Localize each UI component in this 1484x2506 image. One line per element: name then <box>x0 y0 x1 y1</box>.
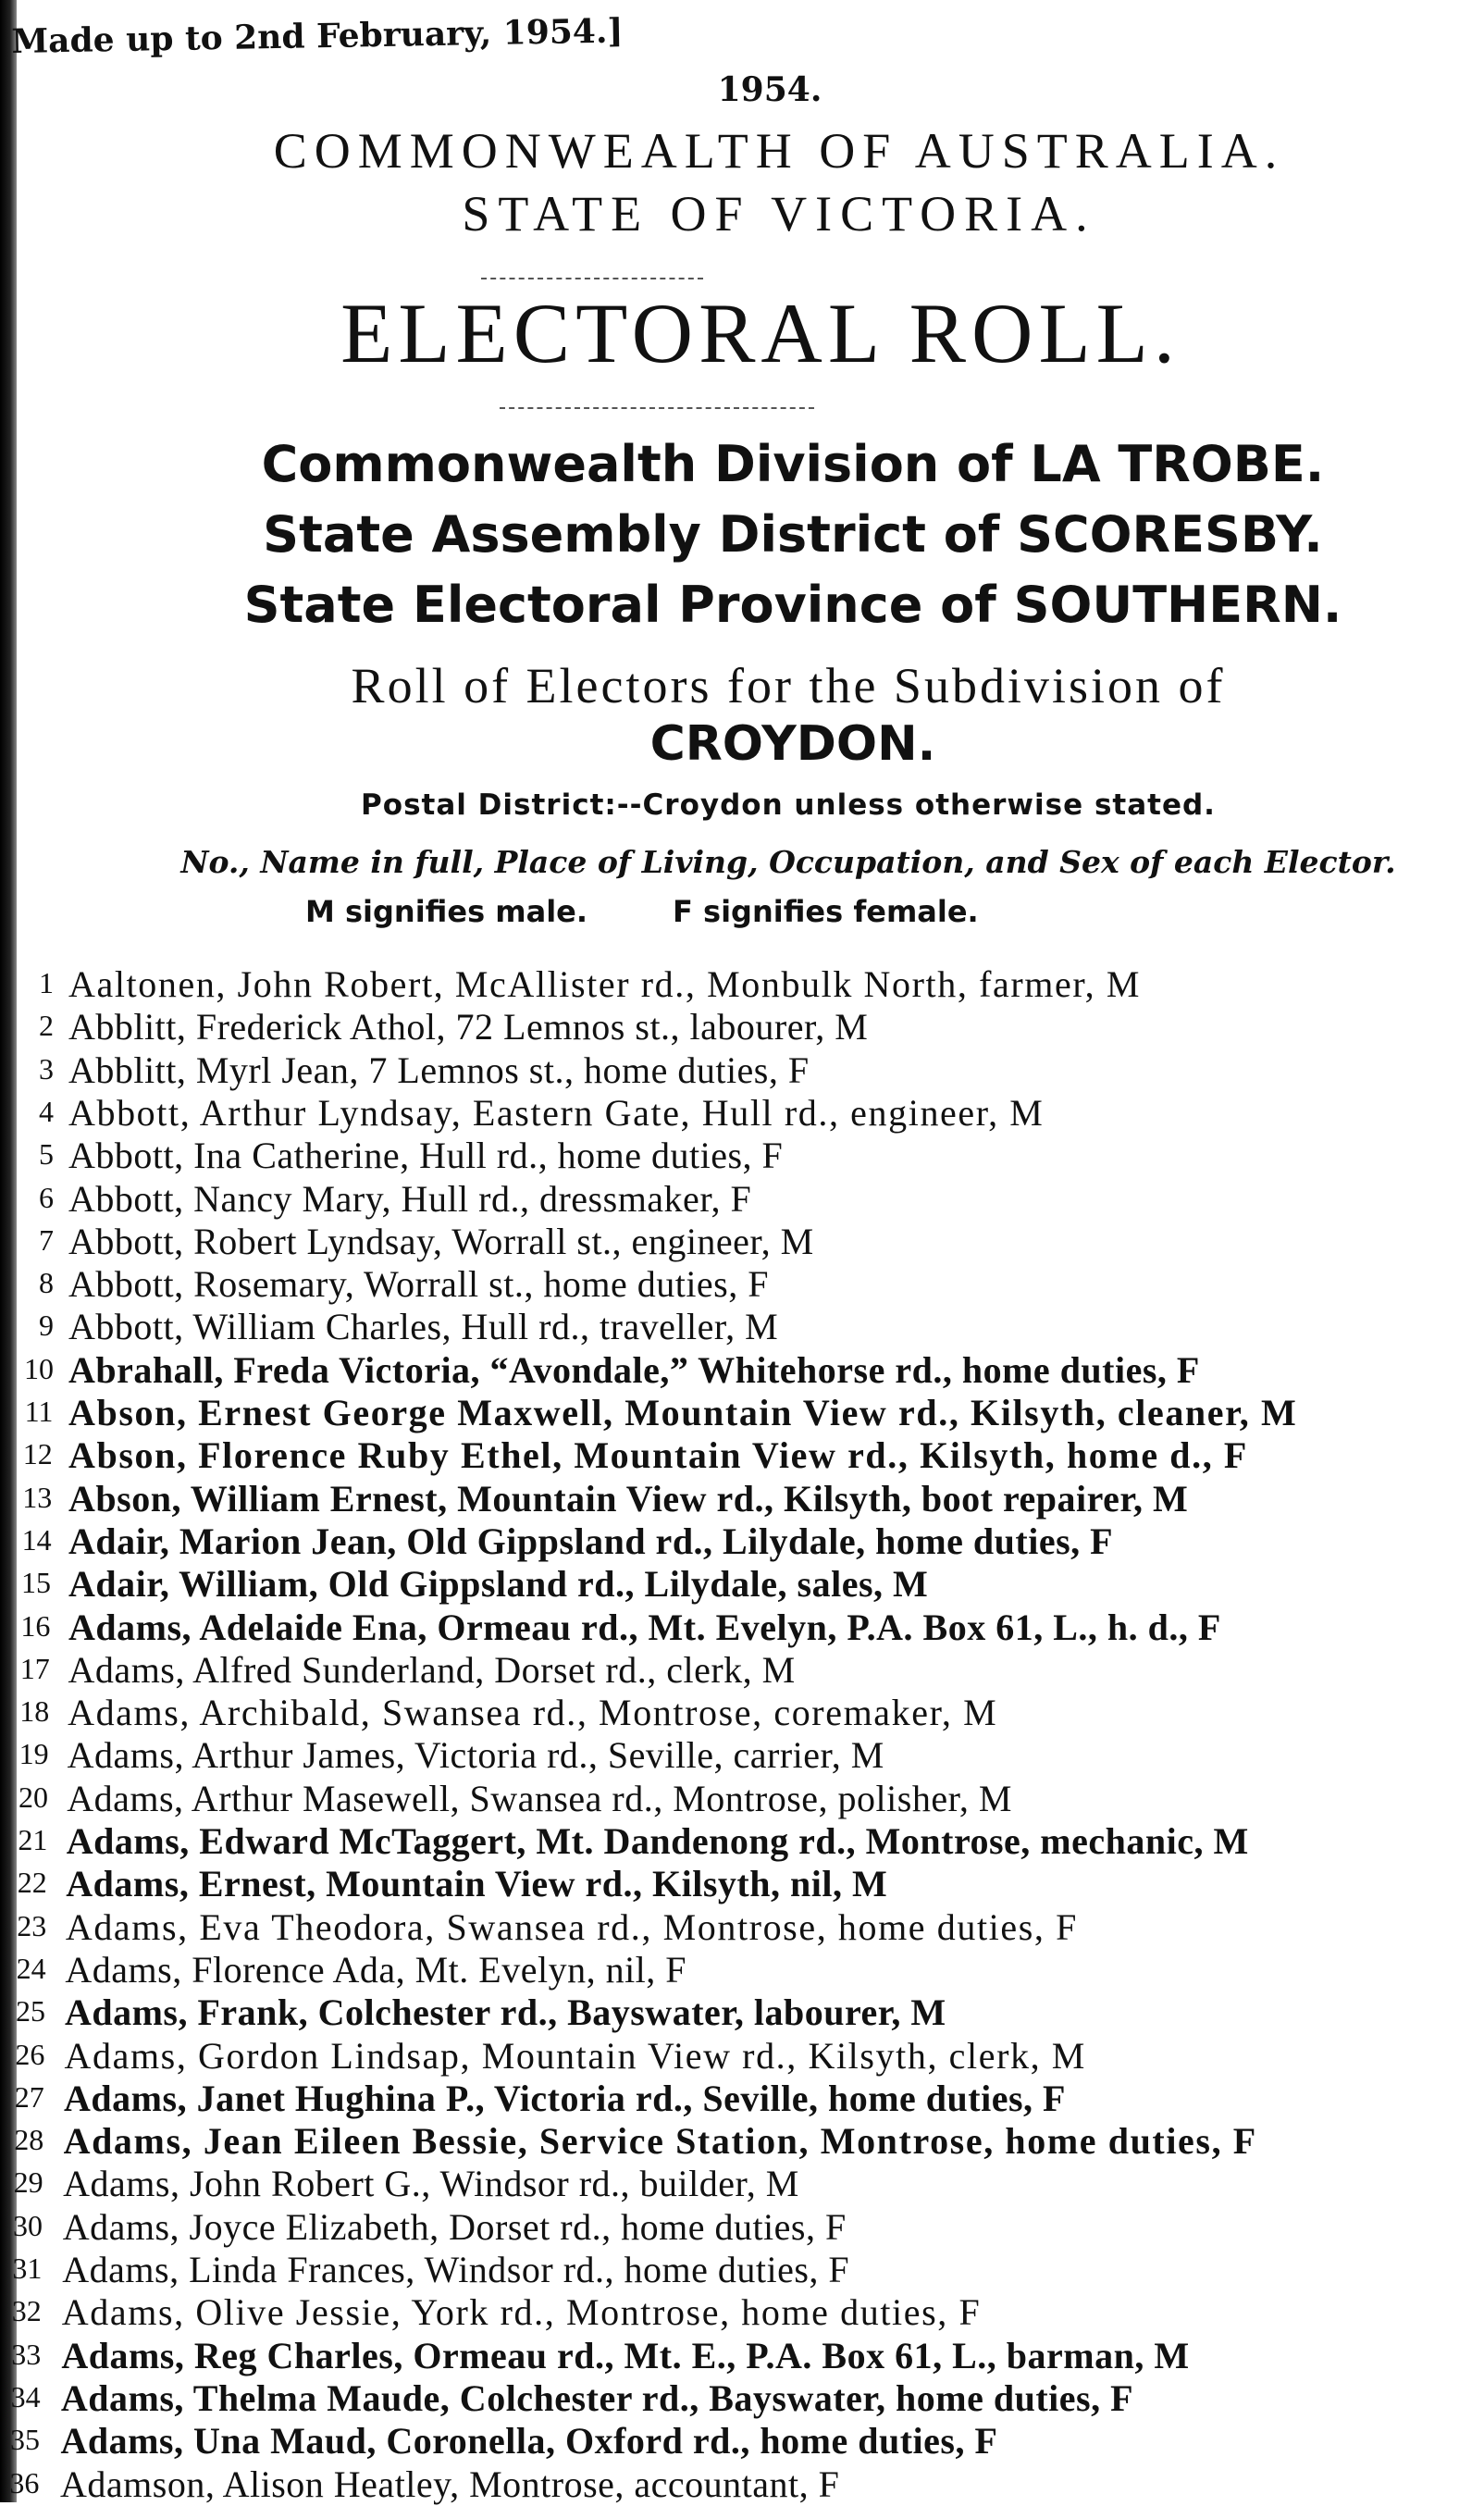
elector-row <box>0 1262 1484 1306</box>
elector-row <box>0 2162 1484 2205</box>
elector-entry: Adams, Joyce Elizabeth, Dorset rd., home duties, F <box>62 2205 847 2248</box>
elector-entry: Adams, Adelaide Ena, Ormeau rd., Mt. Evelyn, P.A. Box 61, L., h. d., F <box>68 1606 1221 1648</box>
elector-entry: Adams, Frank, Colchester rd., Bayswater, labourer, M <box>64 1991 946 2034</box>
female-key: F signifies female. <box>673 894 979 929</box>
elector-entry: Adams, Arthur James, Victoria rd., Seville, carrier, M <box>67 1734 884 1777</box>
elector-number: 27 <box>14 2079 44 2114</box>
elector-entry: Adams, Archibald, Swansea rd., Montrose, coremaker, M <box>68 1692 998 1734</box>
elector-number: 24 <box>16 1951 46 1985</box>
elector-number: 11 <box>24 1395 54 1428</box>
elector-entry: Adams, Olive Jessie, York rd., Montrose, home duties, F <box>61 2291 982 2334</box>
elector-entry: Adams, Jean Eileen Bessie, Service Station, Montrose, home duties, F <box>63 2120 1257 2163</box>
elector-row <box>0 1005 1484 1048</box>
commonwealth-division: Commonwealth Division of LA TROBE. <box>261 435 1325 493</box>
elector-entry: Adams, Florence Ada, Mt. Evelyn, nil, F <box>65 1948 687 1991</box>
elector-row <box>0 1948 1484 1991</box>
roll-year: 1954. <box>717 70 822 109</box>
elector-row <box>0 2119 1484 2163</box>
sex-key <box>305 894 979 929</box>
elector-row <box>0 1648 1484 1692</box>
elector-row <box>0 1220 1484 1263</box>
elector-number: 9 <box>39 1309 54 1343</box>
page-title: ELECTORAL ROLL. <box>340 286 1181 380</box>
elector-entry: Abson, William Ernest, Mountain View rd., Kilsyth, boot repairer, M <box>68 1477 1189 1520</box>
elector-row <box>0 1520 1484 1563</box>
elector-row <box>0 2248 1484 2291</box>
elector-number: 26 <box>15 2037 45 2071</box>
elector-row <box>0 1777 1484 1820</box>
elector-entry: Adams, Una Maud, Coronella, Oxford rd., home duties, F <box>60 2420 998 2463</box>
elector-row <box>0 1862 1484 1905</box>
elector-entry: Aaltonen, John Robert, McAllister rd., Monbulk North, farmer, M <box>68 963 1142 1005</box>
elector-row <box>0 2463 1484 2506</box>
elector-number: 36 <box>9 2465 40 2500</box>
electoral-province: State Electoral Province of SOUTHERN. <box>243 576 1342 634</box>
elector-entry: Adams, Edward McTaggert, Mt. Dandenong rd., Montrose, mechanic, M <box>66 1820 1249 1862</box>
elector-row <box>0 1477 1484 1520</box>
elector-number: 10 <box>24 1351 54 1385</box>
elector-entry: Adams, Thelma Maude, Colchester rd., Bayswater, home duties, F <box>60 2376 1134 2419</box>
elector-row <box>0 1905 1484 1949</box>
elector-number: 30 <box>13 2208 43 2242</box>
elector-number: 14 <box>21 1522 52 1557</box>
elector-entry: Abbott, Arthur Lyndsay, Eastern Gate, Hull rd., engineer, M <box>68 1091 1045 1134</box>
elector-entry: Adair, William, Old Gippsland rd., Lilydale, sales, M <box>68 1563 929 1606</box>
elector-row <box>0 2205 1484 2249</box>
elector-number: 15 <box>21 1566 51 1600</box>
elector-number: 25 <box>16 1994 45 2028</box>
elector-number: 5 <box>39 1137 54 1172</box>
elector-number: 17 <box>19 1651 50 1685</box>
elector-number: 32 <box>11 2294 42 2328</box>
commonwealth-heading: COMMONWEALTH OF AUSTRALIA. <box>273 123 1285 179</box>
elector-entry: Abbott, Robert Lyndsay, Worrall st., engineer, M <box>68 1220 814 1262</box>
elector-entry: Adams, Ernest, Mountain View rd., Kilsyth, nil, M <box>66 1863 888 1905</box>
elector-number: 13 <box>22 1480 53 1514</box>
made-up-date: Made up to 2nd February, 1954.] <box>11 11 624 61</box>
elector-row <box>0 2077 1484 2120</box>
elector-row <box>0 2034 1484 2078</box>
elector-number: 16 <box>20 1608 51 1643</box>
elector-number: 1 <box>39 966 54 999</box>
elector-entry: Abson, Florence Ruby Ethel, Mountain View rd., Kilsyth, home d., F <box>68 1434 1248 1477</box>
assembly-district: State Assembly District of SCORESBY. <box>263 505 1323 564</box>
elector-list <box>0 962 1484 2505</box>
elector-row <box>0 1433 1484 1477</box>
elector-row <box>0 2376 1484 2420</box>
elector-entry: Abson, Ernest George Maxwell, Mountain View rd., Kilsyth, cleaner, M <box>68 1392 1298 1433</box>
elector-row <box>0 1134 1484 1177</box>
elector-entry: Abbott, Rosemary, Worrall st., home duties, F <box>68 1263 769 1306</box>
elector-row <box>0 1091 1484 1135</box>
elector-row <box>0 1691 1484 1734</box>
elector-number: 6 <box>39 1180 54 1214</box>
elector-row <box>0 1391 1484 1434</box>
elector-entry: Adair, Marion Jean, Old Gippsland rd., Lilydale, home duties, F <box>68 1520 1114 1562</box>
elector-row <box>0 2334 1484 2377</box>
elector-entry: Abblitt, Myrl Jean, 7 Lemnos st., home duties, F <box>68 1048 810 1091</box>
elector-number: 31 <box>12 2252 43 2285</box>
elector-entry: Adams, Gordon Lindsap, Mountain View rd., Kilsyth, clerk, M <box>64 2034 1086 2077</box>
elector-entry: Adams, John Robert G., Windsor rd., builder, M <box>63 2163 799 2205</box>
elector-number: 8 <box>39 1266 54 1300</box>
elector-entry: Adams, Eva Theodora, Swansea rd., Montrose, home duties, F <box>65 1905 1078 1948</box>
elector-row <box>0 1606 1484 1649</box>
male-key: M signifies male. <box>305 894 588 929</box>
elector-number: 18 <box>19 1694 50 1729</box>
elector-entry: Adams, Janet Hughina P., Victoria rd., Seville, home duties, F <box>64 2077 1066 2119</box>
title-rule-top <box>481 278 703 279</box>
elector-entry: Abrahall, Freda Victoria, “Avondale,” Whitehorse rd., home duties, F <box>68 1348 1200 1391</box>
elector-row <box>0 2290 1484 2334</box>
elector-number: 29 <box>13 2165 43 2200</box>
subdivision-name: CROYDON. <box>649 716 936 772</box>
postal-district-note: Postal District:--Croydon unless otherwise stated. <box>361 788 1216 822</box>
elector-row <box>0 962 1484 1006</box>
elector-number: 34 <box>10 2379 41 2413</box>
elector-number: 4 <box>39 1094 54 1128</box>
column-legend: No., Name in full, Place of Living, Occupation, and Sex of each Elector. <box>180 844 1396 880</box>
elector-row <box>0 1305 1484 1348</box>
elector-entry: Adams, Alfred Sunderland, Dorset rd., clerk, M <box>68 1648 796 1691</box>
elector-number: 3 <box>39 1051 54 1086</box>
elector-number: 33 <box>11 2337 42 2371</box>
title-rule-bottom <box>500 407 814 409</box>
elector-entry: Abbott, William Charles, Hull rd., traveller, M <box>68 1306 779 1348</box>
elector-row <box>0 1048 1484 1092</box>
elector-row <box>0 1562 1484 1606</box>
elector-entry: Adams, Arthur Masewell, Swansea rd., Montrose, polisher, M <box>67 1777 1012 1819</box>
elector-entry: Abblitt, Frederick Athol, 72 Lemnos st., labourer, M <box>68 1006 869 1048</box>
elector-number: 12 <box>22 1437 53 1471</box>
elector-row <box>0 1348 1484 1392</box>
elector-entry: Abbott, Nancy Mary, Hull rd., dressmaker, F <box>68 1177 752 1220</box>
elector-entry: Abbott, Ina Catherine, Hull rd., home duties, F <box>68 1135 784 1177</box>
elector-row <box>0 1819 1484 1863</box>
elector-number: 21 <box>18 1823 48 1856</box>
elector-number: 28 <box>14 2123 44 2157</box>
elector-row <box>0 1733 1484 1777</box>
elector-number: 23 <box>17 1908 47 1942</box>
elector-row <box>0 1177 1484 1221</box>
elector-number: 19 <box>19 1737 49 1771</box>
elector-number: 20 <box>19 1780 48 1814</box>
elector-entry: Adams, Linda Frances, Windsor rd., home duties, F <box>62 2249 850 2290</box>
state-heading: STATE OF VICTORIA. <box>462 186 1096 242</box>
elector-number: 7 <box>39 1222 54 1257</box>
elector-number: 35 <box>10 2423 40 2457</box>
elector-number: 22 <box>17 1866 47 1900</box>
roll-of-electors-heading: Roll of Electors for the Subdivision of <box>351 658 1226 713</box>
elector-entry: Adams, Reg Charles, Ormeau rd., Mt. E., P.A. Box 61, L., barman, M <box>61 2334 1190 2376</box>
elector-row <box>0 1991 1484 2034</box>
elector-row <box>0 2419 1484 2463</box>
elector-number: 2 <box>39 1009 54 1043</box>
elector-entry: Adamson, Alison Heatley, Montrose, accountant, F <box>60 2463 840 2505</box>
